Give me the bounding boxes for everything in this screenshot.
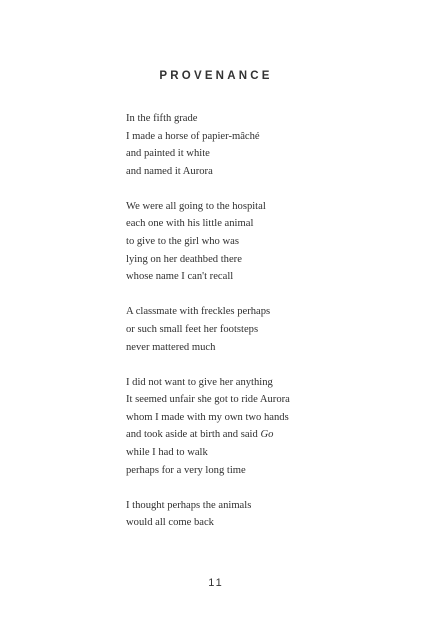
poem-line: whom I made with my own two hands [126, 411, 289, 423]
stanza-3 [126, 303, 416, 356]
poem-line-text: and took aside at birth and said [126, 429, 261, 441]
poem-line: A classmate with freckles perhaps [126, 306, 271, 318]
poem-line: In the fifth grade [126, 113, 198, 124]
poem-line: lying on her deathbed there [126, 253, 242, 265]
stanza-2 [126, 198, 416, 286]
poem-body [126, 110, 416, 549]
page-number: 11 [208, 577, 224, 589]
poem-line: and painted it white [126, 148, 210, 160]
stanza-4 [126, 374, 416, 480]
poem-line: and named it Aurora [126, 165, 213, 177]
poem-line [126, 426, 416, 444]
poem-line: while I had to walk [126, 447, 208, 458]
poem-line: each one with his little animal [126, 218, 254, 230]
poem-line: I did not want to give her anything [126, 376, 273, 388]
stanza-1 [126, 110, 416, 180]
poem-line: would all come back [126, 517, 214, 529]
poem-line: We were all going to the hospital [126, 200, 266, 212]
poem-line: perhaps for a very long time [126, 464, 246, 476]
poem-line: It seemed unfair she got to ride Aurora [126, 394, 290, 406]
poem-line: I thought perhaps the animals [126, 499, 252, 511]
poem-line: whose name I can't recall [126, 271, 234, 283]
stanza-5 [126, 497, 416, 532]
poem-title: PROVENANCE [159, 70, 273, 82]
poem-line: I made a horse of papier-mâché [126, 130, 260, 142]
italic-word: Go [260, 429, 274, 441]
poem-line: never mattered much [126, 341, 216, 353]
poem-line: or such small feet her footsteps [126, 323, 259, 335]
poem-line: to give to the girl who was [126, 236, 239, 248]
